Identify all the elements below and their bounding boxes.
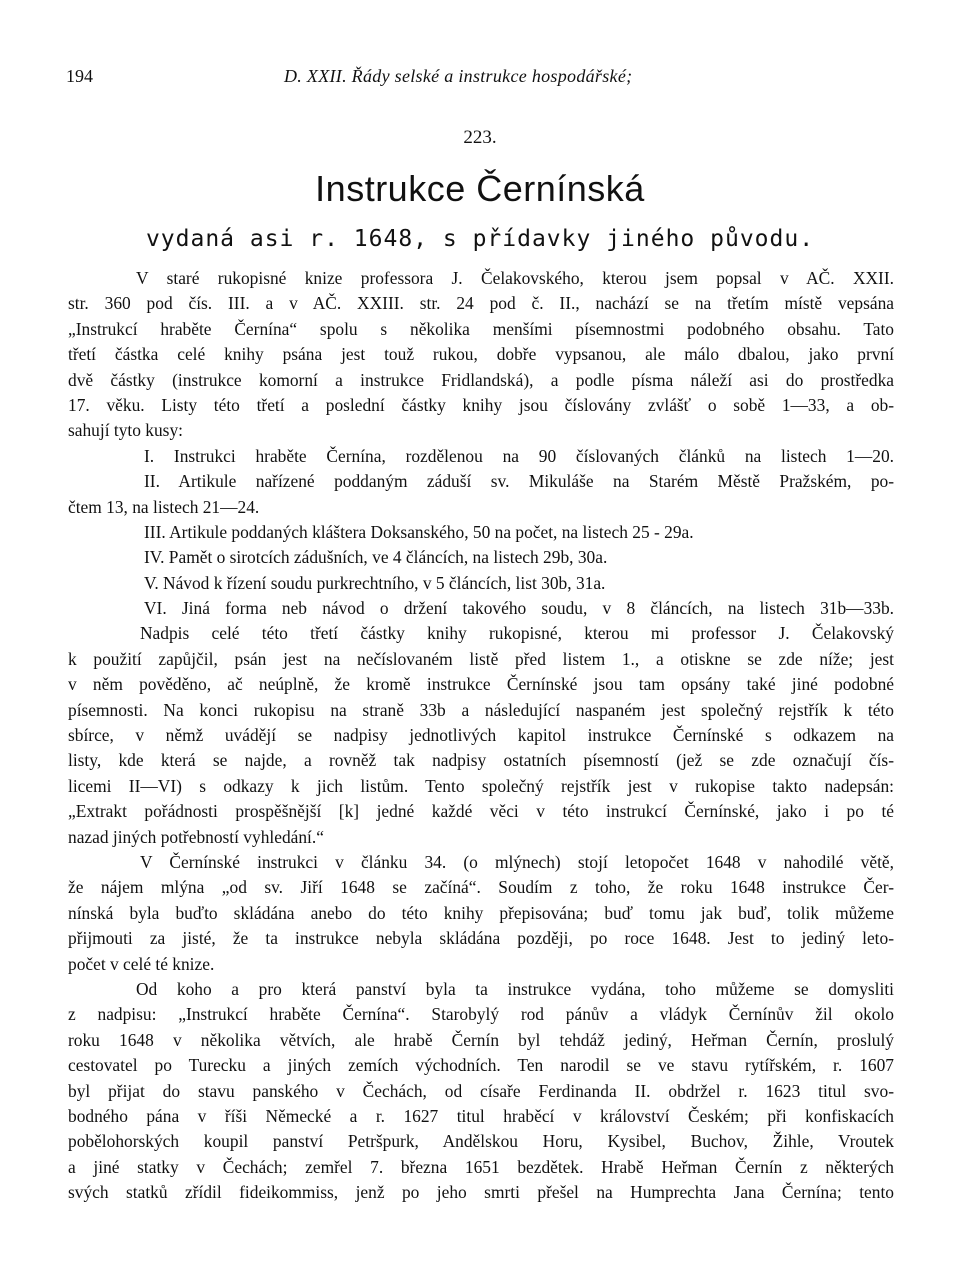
text-line: pobělohorských koupil panství Petršpurk, Andělskou Horu, Kysibel, Buchov, Žihle, Vroutek xyxy=(68,1131,894,1152)
list-item: I. Instrukci hraběte Černína, rozdělenou na 90 číslovaných článků na listech 1—20. xyxy=(144,445,894,466)
list-item: II. Artikule nařízené poddaným záduší sv. Mikuláše na Starém Městě Pražském, po- xyxy=(144,471,894,492)
text-line: roku 1648 v několika větvích, ale hrabě Černín byl tehdáž jediný, Heřman Černín, proslulý xyxy=(68,1029,894,1050)
text-line: a jiné statky v Čechách; zemřel 7. března 1651 bezdětek. Hrabě Heřman Černín z některých xyxy=(68,1156,894,1177)
text-line: sbírce, v němž uvádějí se nadpisy jednotlivých kapitol instrukce Černínské s odkazem na xyxy=(68,725,894,746)
text-line: bodného pána v říši Německé a r. 1627 titul hraběcí v království Českém; při konfiskacích xyxy=(68,1105,894,1126)
text-line: V staré rukopisné knize professora J. Čelakovského, kterou jsem popsal v AČ. XXII. xyxy=(136,268,894,288)
running-title: D. XXII. Řády selské a instrukce hospodářské; xyxy=(284,66,633,86)
text-line: 17. věku. Listy této třetí a poslední částky knihy jsou číslovány zvlášť o sobě 1—33, a ob- xyxy=(68,394,894,415)
text-line: Od koho a pro která panství byla ta instrukce vydána, toho můžeme se domysliti xyxy=(136,978,894,999)
list-item: V. Návod k řízení soudu purkrechtního, v 5 článcích, list 30b, 31a. xyxy=(144,572,606,593)
text-line: sahují tyto kusy: xyxy=(68,420,183,441)
text-line: čtem 13, na listech 21—24. xyxy=(68,496,260,517)
text-line: přijmouti za jisté, že ta instrukce nebyla skládána později, po roce 1648. Jest to jediný leto- xyxy=(68,928,894,949)
text-line: Nadpis celé této třetí částky knihy rukopisné, kterou mi professor J. Čelakovský xyxy=(140,623,894,644)
text-line: V Černínské instrukci v článku 34. (o mlýnech) stojí letopočet 1648 v nahodilé větě, xyxy=(140,851,894,872)
page-number: 194 xyxy=(66,66,93,86)
text-line: cestovatel po Turecku a jiných zemích východních. Ten narodil se ve stavu rytířském, r. 1607 xyxy=(68,1055,894,1076)
text-line: nazad jiných potřebností vyhledání.“ xyxy=(68,826,324,847)
page-header xyxy=(66,66,896,90)
text-line: str. 360 pod čís. III. a v AČ. XXIII. str. 24 pod č. II., nachází se na třetím místě vepsána xyxy=(68,293,894,314)
text-line: „Extrakt pořádnosti prospěšnější [k] jedné každé věci v této instrukcí Černínské, jako i po té xyxy=(68,801,894,822)
text-line: „Instrukcí hraběte Černína“ spolu s několika menšími písemnostmi podobného obsahu. Tato xyxy=(68,318,894,339)
text-line: svých statků zřídil fideikommiss, jenž po jeho smrti přešel na Humprechta Jana Černína; tento xyxy=(68,1182,894,1203)
body-text xyxy=(68,266,894,1205)
list-item: VI. Jiná forma neb návod o držení takového soudu, v 8 článcích, na listech 31b—33b. xyxy=(144,598,894,619)
document-subtitle: vydaná asi r. 1648, s přídavky jiného původu. xyxy=(145,226,815,252)
text-line: třetí částka celé knihy psána jest touž rukou, dobře vypsanou, ale málo dbalou, jako první xyxy=(68,344,894,365)
text-line: licemi II—VI) s odkazy k jich listům. Tento společný rejstřík jest v rukopise takto nadepsán: xyxy=(68,775,894,796)
text-line: písemnosti. Na konci rukopisu na straně 33b a následující naspaném jest společný rejstřík k této xyxy=(68,699,894,720)
text-line: v něm pověděno, ač neúplně, že kromě instrukce Černínské jsou tam opsány také jiné podobné xyxy=(68,674,894,695)
text-line: k použití zapůjčil, psán jest na nečíslovaném listě před listem 1., a otiskne se zde níže; jest xyxy=(68,648,894,669)
text-line: listy, kde která se najde, a rovněž tak nadpisy ostatních písemností (jež se zde označují čís- xyxy=(68,750,894,771)
text-line: počet v celé té knize. xyxy=(68,953,215,974)
text-line: byl přijat do stavu panského v Čechách, od císaře Ferdinanda II. obdržel r. 1623 titul svo- xyxy=(68,1080,894,1101)
list-item: IV. Pamět o sirotcích zádušních, ve 4 článcích, na listech 29b, 30a. xyxy=(144,547,608,568)
list-item: III. Artikule poddaných kláštera Doksanského, 50 na počet, na listech 25 - 29a. xyxy=(144,521,694,542)
text-line: že nájem mlýna „od sv. Jiří 1648 se začíná“. Soudím z toho, že roku 1648 instrukce Čer- xyxy=(68,877,894,898)
text-line: z nadpisu: „Instrukcí hraběte Černína“. Starobylý rod pánův a vládyk Černínův žil okolo xyxy=(68,1004,894,1025)
document-title: Instrukce Černínská xyxy=(315,168,645,209)
text-line: nínská byla buďto skládána anebo do této knihy přepisována; buď tomu jak buď, tolik můžeme xyxy=(68,902,894,923)
text-line: dvě částky (instrukce komorní a instrukce Fridlandská), a podle písma náleží asi do prostředka xyxy=(68,369,894,390)
document-number: 223. xyxy=(463,127,497,148)
